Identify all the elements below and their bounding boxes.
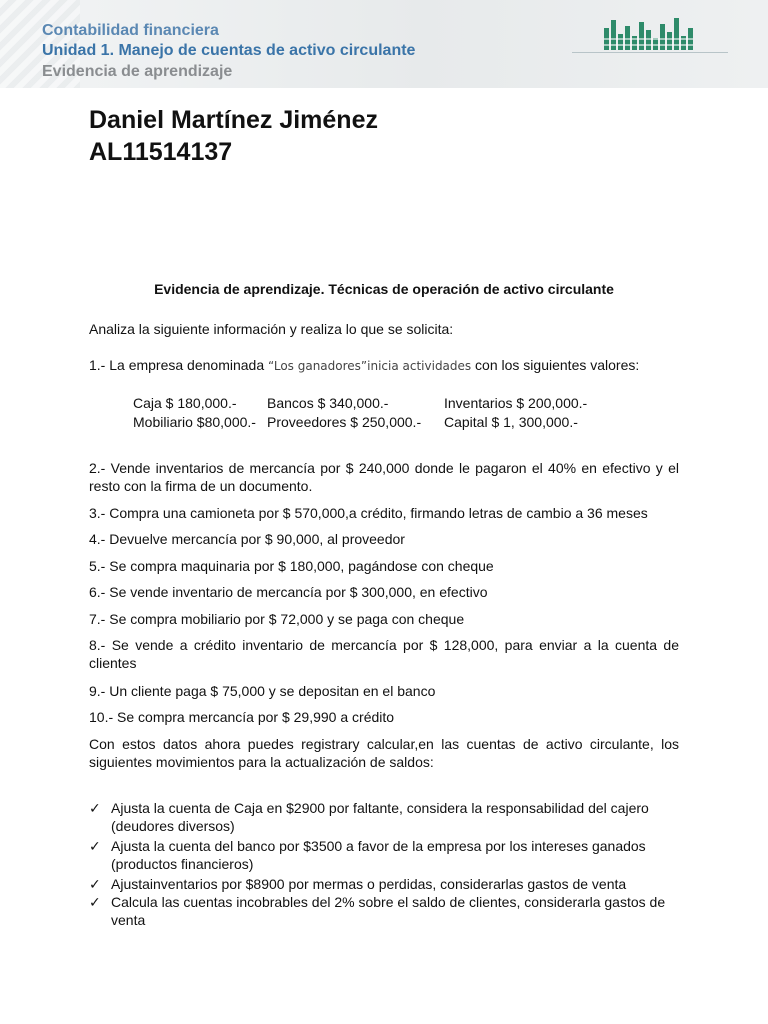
checklist-text: Ajusta la cuenta de Caja en $2900 por faltante, considera la responsabilidad del cajero (deudores diversos) bbox=[111, 800, 649, 834]
balance-caja: Caja $ 180,000.- bbox=[133, 395, 237, 411]
item-9: 9.- Un cliente paga $ 75,000 y se depositan en el banco bbox=[89, 683, 436, 699]
closing-text: Con estos datos ahora puedes registrary calcular,en las cuentas de activo circulante, los siguientes movimientos para la actualización de saldos: bbox=[89, 736, 679, 770]
item-4: 4.- Devuelve mercancía por $ 90,000, al proveedor bbox=[89, 531, 405, 547]
bar-chart-logo-icon bbox=[596, 16, 706, 50]
checklist-item bbox=[89, 875, 679, 893]
checklist-text: Calcula las cuentas incobrables del 2% sobre el saldo de clientes, considerarla gastos de venta bbox=[111, 894, 666, 928]
intro-text: Analiza la siguiente información y realiza lo que se solicita: bbox=[89, 321, 454, 337]
section-title: Evidencia de aprendizaje bbox=[42, 63, 233, 80]
student-name: Daniel Martínez Jiménez bbox=[89, 106, 378, 134]
item-1-d: con los siguientes valores: bbox=[471, 357, 640, 373]
balance-proveedores: Proveedores $ 250,000.- bbox=[267, 414, 422, 430]
item-1-starts: inicia actividades bbox=[367, 359, 472, 373]
checklist-item bbox=[89, 799, 679, 835]
checklist-item bbox=[89, 893, 679, 929]
header-rule bbox=[572, 52, 728, 53]
item-1-a: 1.- La empresa denominada bbox=[89, 357, 265, 373]
item-7: 7.- Se compra mobiliario por $ 72,000 y se paga con cheque bbox=[89, 611, 465, 627]
item-6: 6.- Se vende inventario de mercancía por $ 300,000, en efectivo bbox=[89, 584, 488, 600]
course-title: Contabilidad financiera bbox=[42, 22, 219, 39]
item-1 bbox=[89, 356, 679, 375]
item-1-company: “Los ganadores” bbox=[268, 359, 368, 373]
checkmark-icon: ✓ bbox=[89, 876, 101, 892]
checkmark-icon: ✓ bbox=[89, 894, 101, 910]
balance-bancos: Bancos $ 340,000.- bbox=[267, 395, 389, 411]
balance-mobiliario: Mobiliario $80,000.- bbox=[133, 414, 256, 430]
checkmark-icon: ✓ bbox=[89, 800, 101, 816]
checklist-item bbox=[89, 837, 679, 873]
checklist-text: Ajustainventarios por $8900 por mermas o perdidas, considerarlas gastos de venta bbox=[111, 876, 627, 892]
balance-capital: Capital $ 1, 300,000.- bbox=[444, 414, 578, 430]
student-id: AL11514137 bbox=[89, 138, 233, 166]
item-10: 10.- Se compra mercancía por $ 29,990 a crédito bbox=[89, 709, 395, 725]
item-5: 5.- Se compra maquinaria por $ 180,000, pagándose con cheque bbox=[89, 558, 494, 574]
balance-inventarios: Inventarios $ 200,000.- bbox=[444, 395, 588, 411]
checklist-text: Ajusta la cuenta del banco por $3500 a favor de la empresa por los intereses ganados (productos financieros) bbox=[111, 838, 646, 872]
item-3: 3.- Compra una camioneta por $ 570,000,a crédito, firmando letras de cambio a 36 meses bbox=[89, 505, 648, 521]
checkmark-icon: ✓ bbox=[89, 838, 101, 854]
item-8: 8.- Se vende a crédito inventario de mercancía por $ 128,000, para enviar a la cuenta de clientes bbox=[89, 637, 679, 671]
item-2: 2.- Vende inventarios de mercancía por $ 240,000 donde le pagaron el 40% en efectivo y el resto con la firma de un documento. bbox=[89, 460, 679, 494]
unit-title: Unidad 1. Manejo de cuentas de activo circulante bbox=[42, 42, 416, 59]
document-title: Evidencia de aprendizaje. Técnicas de operación de activo circulante bbox=[154, 281, 614, 297]
document-header bbox=[0, 0, 768, 88]
